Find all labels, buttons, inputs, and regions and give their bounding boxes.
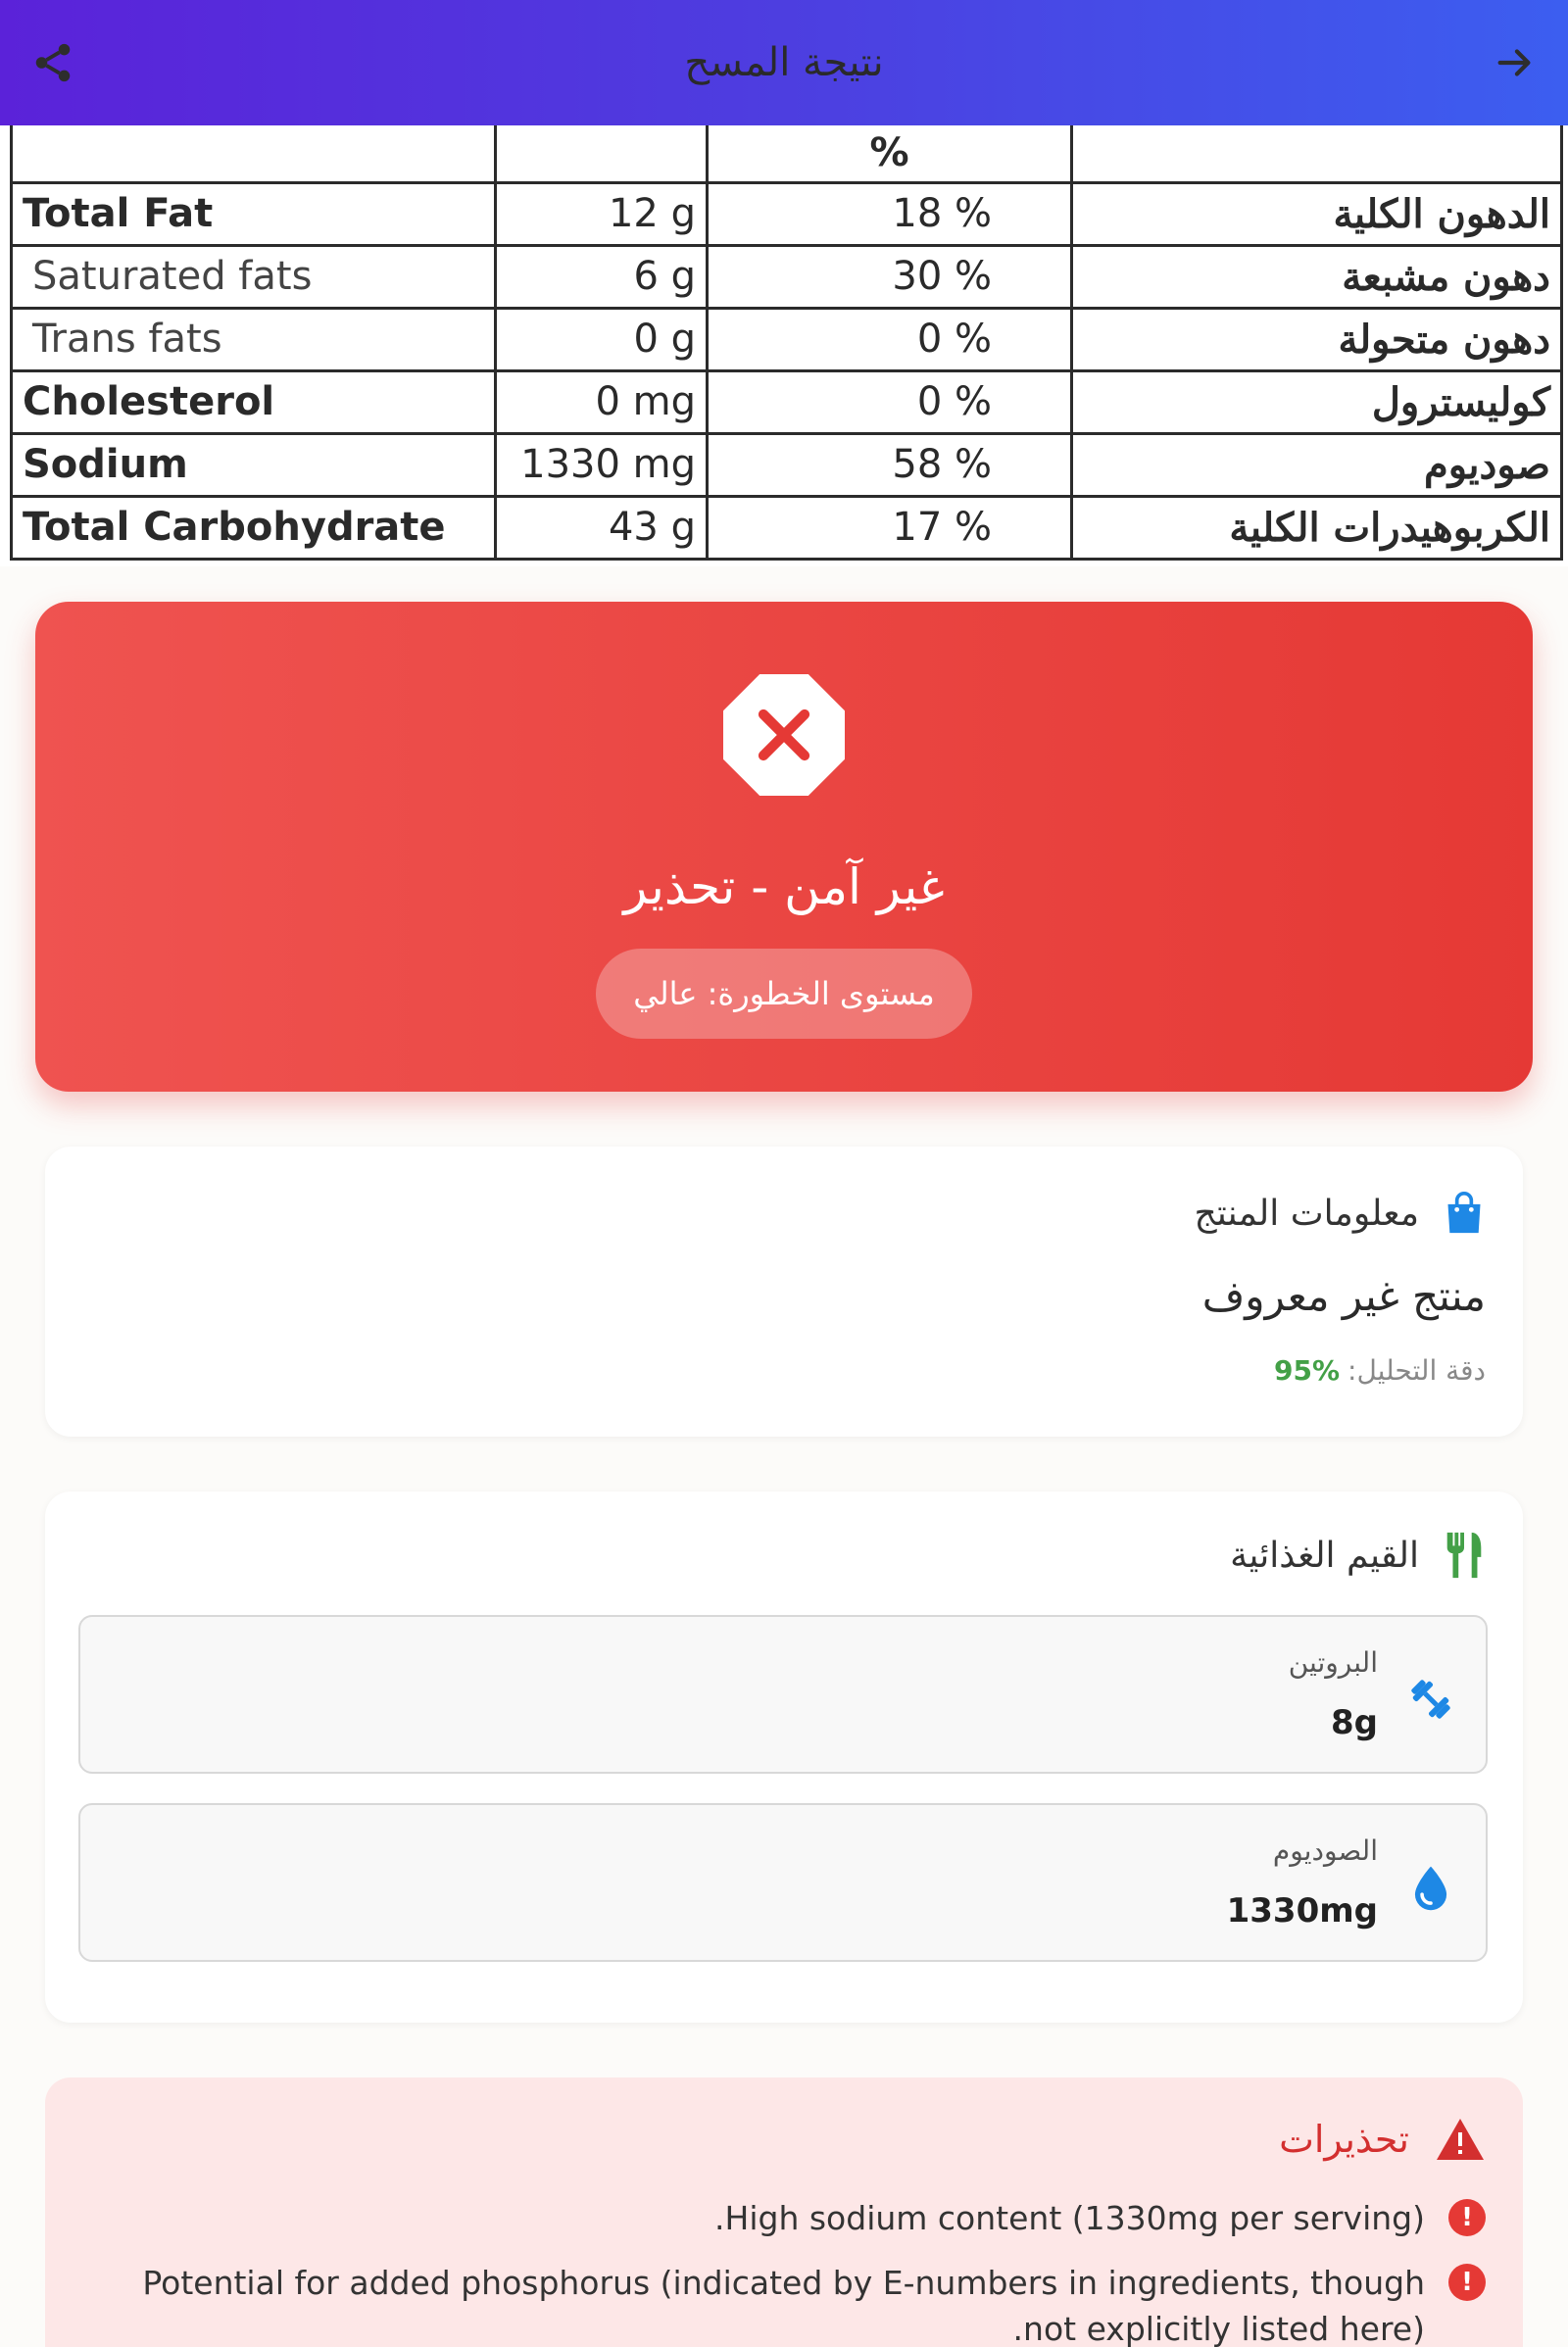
dumbbell-icon <box>1403 1672 1458 1727</box>
back-button[interactable] <box>1486 33 1544 92</box>
warning-item <box>114 2260 1486 2347</box>
restaurant-icon <box>1443 1531 1486 1580</box>
row-percent: 0 % <box>708 370 1072 433</box>
row-percent: 58 % <box>708 433 1072 496</box>
warning-text: High sodium content (1330mg per serving). <box>714 2199 1425 2237</box>
row-label-ar: دهون متحولة <box>1072 308 1562 370</box>
table-row <box>12 125 1562 182</box>
water-drop-icon <box>1403 1860 1458 1915</box>
accuracy-value: 95% <box>1274 1354 1341 1387</box>
analysis-accuracy <box>1274 1354 1486 1387</box>
table-row <box>12 496 1562 559</box>
app-bar <box>0 0 1568 125</box>
percent-header: % <box>708 125 1072 182</box>
share-button[interactable] <box>24 33 82 92</box>
row-percent: 0 % <box>708 308 1072 370</box>
unsafe-octagon-icon <box>723 674 845 796</box>
product-info-card <box>45 1147 1523 1437</box>
table-row <box>12 370 1562 433</box>
safety-status-card <box>35 602 1533 1092</box>
close-icon <box>749 700 819 770</box>
nutrient-label: الصوديوم <box>1272 1834 1378 1867</box>
row-label-en: Sodium <box>12 433 496 496</box>
nutrient-label: البروتين <box>1288 1646 1378 1679</box>
warnings-header <box>1279 2117 1486 2162</box>
row-label-en: Total Carbohydrate <box>12 496 496 559</box>
error-icon: ! <box>1448 2264 1486 2301</box>
nutrition-heading: القيم الغذائية <box>1230 1535 1419 1576</box>
severity-badge: مستوى الخطورة: عالي <box>596 949 972 1039</box>
row-label-en: Cholesterol <box>12 370 496 433</box>
nutrition-card <box>45 1491 1523 2023</box>
scanned-label-image <box>0 125 1568 566</box>
row-amount: 12 g <box>496 182 708 245</box>
table-row <box>12 308 1562 370</box>
product-name: منتج غير معروف <box>1201 1272 1486 1320</box>
product-info-heading: معلومات المنتج <box>1194 1193 1419 1234</box>
product-info-header <box>1195 1190 1487 1237</box>
row-percent: 18 % <box>708 182 1072 245</box>
shopping-bag-icon <box>1443 1190 1486 1237</box>
table-row <box>12 433 1562 496</box>
row-label-en: Trans fats <box>12 308 496 370</box>
row-label-ar: الكربوهيدرات الكلية <box>1072 496 1562 559</box>
row-amount: 0 g <box>496 308 708 370</box>
row-label-en: Saturated fats <box>12 245 496 308</box>
row-label-ar: كوليسترول <box>1072 370 1562 433</box>
table-row <box>12 182 1562 245</box>
error-icon: ! <box>1448 2199 1486 2236</box>
nutrient-value: 8g <box>1331 1703 1378 1742</box>
nutrition-header <box>1230 1531 1486 1580</box>
nutrient-item-protein <box>78 1615 1488 1774</box>
row-percent: 30 % <box>708 245 1072 308</box>
warnings-card <box>45 2078 1523 2347</box>
row-label-ar: صوديوم <box>1072 433 1562 496</box>
arrow-right-icon <box>1493 40 1538 85</box>
warning-text: Potential for added phosphorus (indicated by E-numbers in ingredients, though not explicitly listed here). <box>142 2264 1425 2347</box>
row-amount: 1330 mg <box>496 433 708 496</box>
table-row <box>12 245 1562 308</box>
nutrient-value: 1330mg <box>1226 1891 1378 1931</box>
row-percent: 17 % <box>708 496 1072 559</box>
warning-item <box>114 2195 1486 2241</box>
row-amount: 43 g <box>496 496 708 559</box>
page-title: نتيجة المسح <box>684 40 884 85</box>
status-title: غير آمن - تحذير <box>623 858 945 915</box>
accuracy-label: دقة التحليل: <box>1348 1354 1486 1387</box>
row-amount: 0 mg <box>496 370 708 433</box>
nutrient-item-sodium <box>78 1803 1488 1962</box>
nutrition-facts-table <box>10 125 1563 561</box>
row-label-ar: الدهون الكلية <box>1072 182 1562 245</box>
warnings-heading: تحذيرات <box>1279 2118 1409 2161</box>
share-icon <box>30 40 75 85</box>
row-label-en: Total Fat <box>12 182 496 245</box>
warning-triangle-icon <box>1435 2117 1486 2162</box>
row-amount: 6 g <box>496 245 708 308</box>
row-label-ar: دهون مشبعة <box>1072 245 1562 308</box>
